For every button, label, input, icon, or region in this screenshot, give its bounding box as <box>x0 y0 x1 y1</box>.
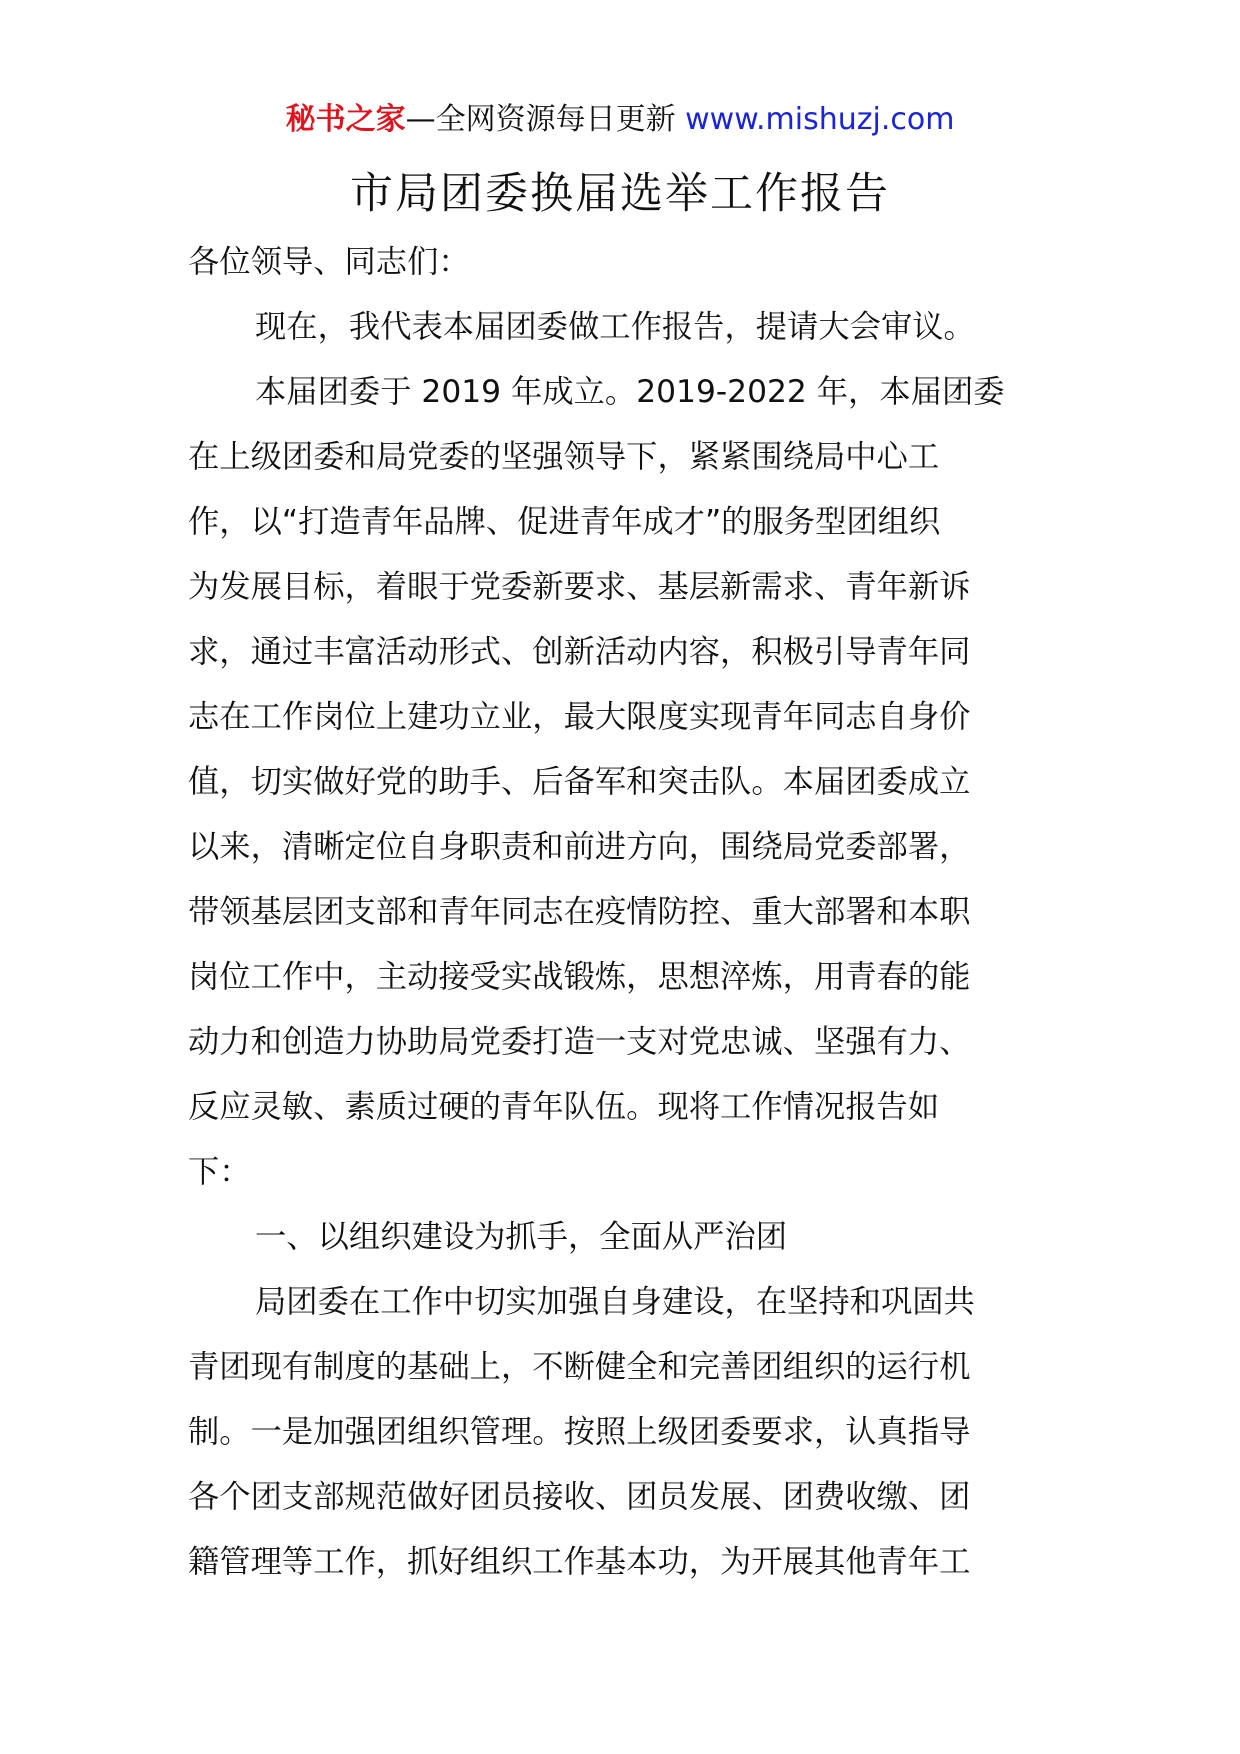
paragraph-line: 籍管理等工作，抓好组织工作基本功，为开展其他青年工 <box>188 1544 971 1580</box>
paragraph-line: 为发展目标，着眼于党委新要求、基层新需求、青年新诉 <box>188 569 971 605</box>
salutation: 各位领导、同志们： <box>188 244 470 280</box>
brand-name: 秘书之家 <box>285 102 406 137</box>
paragraph-line: 以来，清晰定位自身职责和前进方向，围绕局党委部署， <box>188 829 971 865</box>
paragraph-line: 值，切实做好党的助手、后备军和突击队。本届团委成立 <box>188 764 971 800</box>
banner-tagline: —全网资源每日更新 <box>405 102 686 137</box>
site-url-link[interactable]: www.mishuzj.com <box>685 102 955 137</box>
paragraph-line: 求，通过丰富活动形式、创新活动内容，积极引导青年同 <box>188 634 971 670</box>
paragraph-line: 制。一是加强团组织管理。按照上级团委要求，认真指导 <box>188 1414 971 1450</box>
paragraph-line: 本届团委于 2019 年成立。2019-2022 年，本届团委 <box>255 374 1005 410</box>
site-banner <box>0 100 1240 140</box>
paragraph-line: 现在，我代表本届团委做工作报告，提请大会审议。 <box>255 309 975 345</box>
paragraph-line: 局团委在工作中切实加强自身建设，在坚持和巩固共 <box>255 1284 975 1320</box>
paragraph-line: 反应灵敏、素质过硬的青年队伍。现将工作情况报告如 <box>188 1089 940 1125</box>
paragraph-line: 在上级团委和局党委的坚强领导下，紧紧围绕局中心工 <box>188 439 940 475</box>
document-body <box>188 230 1058 1595</box>
document-title: 市局团委换届选举工作报告 <box>350 169 890 219</box>
paragraph-line: 志在工作岗位上建功立业，最大限度实现青年同志自身价 <box>188 699 971 735</box>
paragraph-line: 青团现有制度的基础上，不断健全和完善团组织的运行机 <box>188 1349 971 1385</box>
paragraph-line: 带领基层团支部和青年同志在疫情防控、重大部署和本职 <box>188 894 971 930</box>
paragraph-line: 动力和创造力协助局党委打造一支对党忠诚、坚强有力、 <box>188 1024 971 1060</box>
paragraph-line: 作，以“打造青年品牌、促进青年成才”的服务型团组织 <box>188 504 941 540</box>
paragraph-line: 岗位工作中，主动接受实战锻炼，思想淬炼，用青春的能 <box>188 959 971 995</box>
section-heading: 一、以组织建设为抓手，全面从严治团 <box>255 1219 788 1255</box>
paragraph-line: 各个团支部规范做好团员接收、团员发展、团费收缴、团 <box>188 1479 971 1515</box>
paragraph-line: 下： <box>188 1154 251 1190</box>
